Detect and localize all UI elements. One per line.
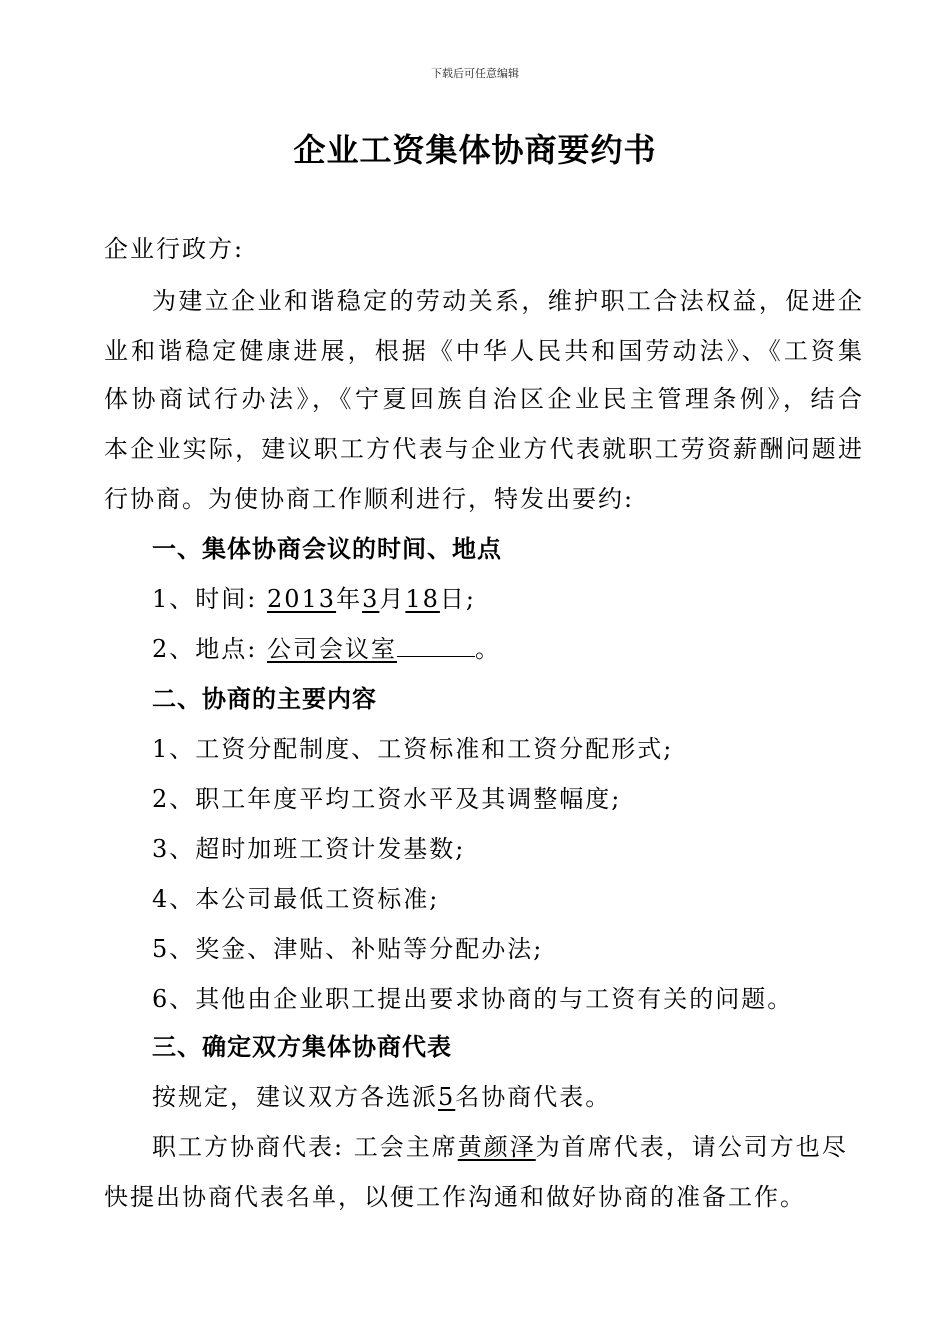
content-item-3: 3、超时加班工资计发基数; — [152, 835, 466, 863]
section-1-heading: 一、集体协商会议的时间、地点 — [152, 535, 502, 563]
representative-count — [152, 1080, 864, 1114]
time-year-unit: 年 — [336, 585, 363, 613]
header-note: 下载后可任意编辑 — [431, 67, 519, 80]
meeting-time — [152, 582, 864, 616]
rule-count: 5 — [438, 1083, 456, 1111]
place-value: 公司会议室 — [267, 635, 397, 663]
intro-line-4: 本企业实际，建议职工方代表与企业方代表就职工劳资薪酬问题进 — [104, 435, 864, 463]
time-day-unit: 日; — [439, 585, 476, 613]
place-suffix: 。 — [475, 635, 501, 663]
content-item-4: 4、本公司最低工资标准; — [152, 885, 440, 913]
rep-suffix: 为首席代表，请公司方也尽 — [535, 1133, 848, 1161]
document-title: 企业工资集体协商要约书 — [293, 131, 657, 169]
content-item-5: 5、奖金、津贴、补贴等分配办法; — [152, 935, 544, 963]
rule-suffix: 名协商代表。 — [455, 1083, 612, 1111]
rep-prefix: 职工方协商代表: 工会主席 — [152, 1133, 458, 1161]
intro-line-3: 体协商试行办法》，《宁夏回族自治区企业民主管理条例》，结合 — [104, 385, 864, 413]
time-month-unit: 月 — [379, 585, 406, 613]
time-month: 3 — [362, 585, 380, 613]
intro-line-1: 为建立企业和谐稳定的劳动关系，维护职工合法权益，促进企 — [152, 287, 864, 315]
rep-name: 黄颜泽 — [457, 1133, 536, 1161]
time-prefix: 1、时间: — [152, 585, 258, 613]
time-day: 18 — [405, 585, 440, 613]
meeting-place — [152, 632, 864, 666]
content-item-2: 2、职工年度平均工资水平及其调整幅度; — [152, 785, 622, 813]
place-blank-line — [397, 634, 475, 657]
rule-prefix: 按规定，建议双方各选派 — [152, 1083, 438, 1111]
intro-line-5: 行协商。为使协商工作顺利进行，特发出要约: — [104, 485, 635, 513]
section-3-heading: 三、确定双方集体协商代表 — [152, 1033, 452, 1061]
place-prefix: 2、地点: — [152, 635, 258, 663]
content-item-6: 6、其他由企业职工提出要求协商的与工资有关的问题。 — [152, 985, 794, 1013]
employee-representative — [152, 1130, 864, 1164]
time-year: 2013 — [267, 585, 337, 613]
content-item-1: 1、工资分配制度、工资标准和工资分配形式; — [152, 735, 674, 763]
addressee: 企业行政方: — [104, 235, 245, 263]
employee-representative-line-2: 快提出协商代表名单，以便工作沟通和做好协商的准备工作。 — [104, 1183, 806, 1211]
section-2-heading: 二、协商的主要内容 — [152, 685, 377, 713]
intro-line-2: 业和谐稳定健康进展，根据《中华人民共和国劳动法》、《工资集 — [104, 337, 864, 365]
